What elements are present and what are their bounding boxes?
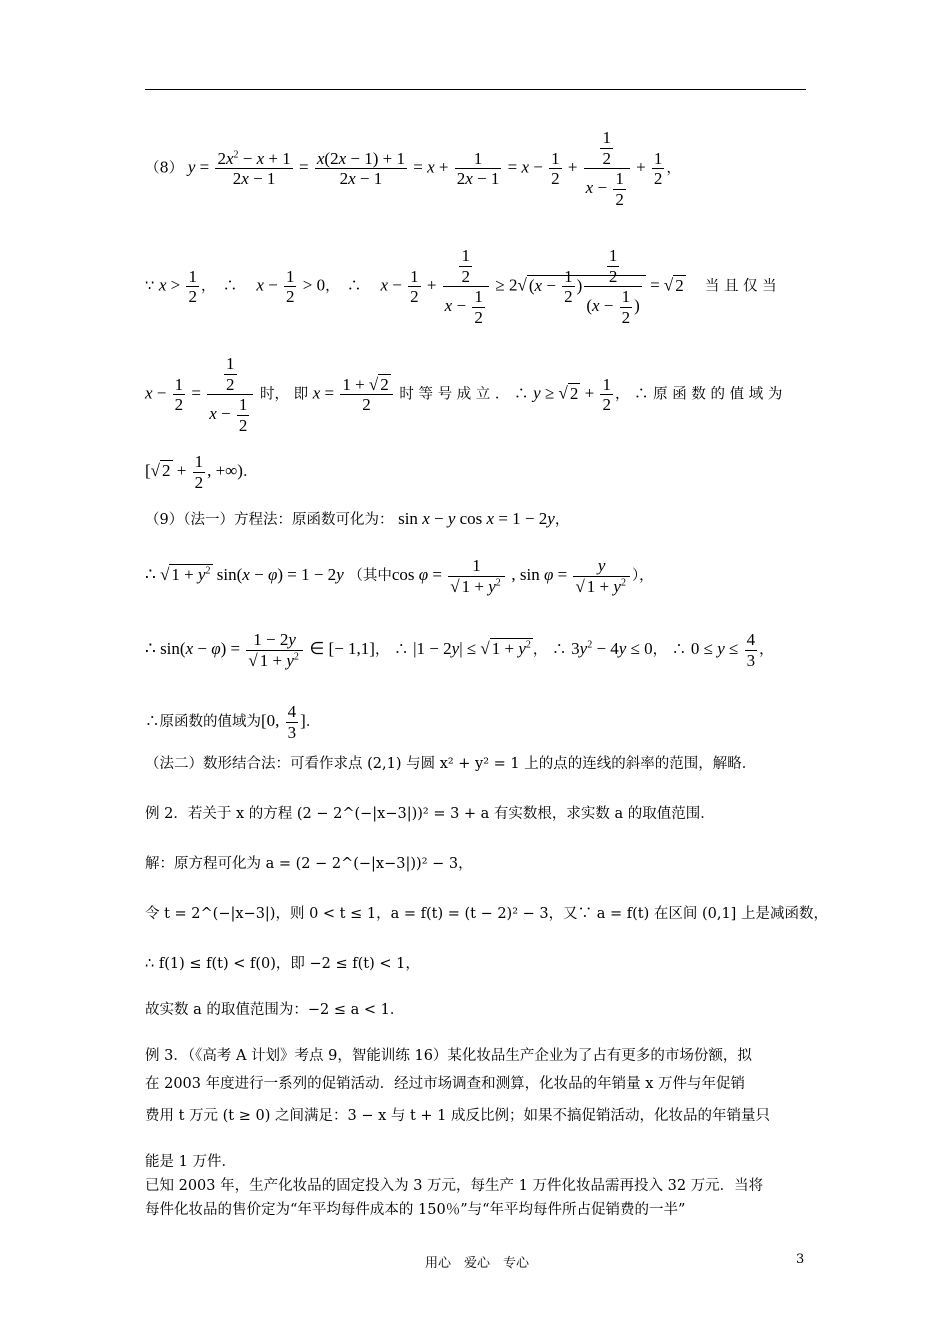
header-rule (145, 89, 806, 90)
example-2-c: ∴ f(1) ≤ f(t) < f(0)，即 −2 ≤ f(t) < 1， (145, 956, 420, 972)
line-8b: ∵ x > $\frac{1}{2}$ ， ∴ x − $\frac{1}{2}$ > 0， ∴ x − $\frac{1}{2}$ + $\frac{1}{2}$ x − $\frac{1}{2}$ ≥ 2√ (x − $\frac{1}{2}$ ) $\frac{1}{2}$ (x − $\frac{1}{2}$ ) = √ 2 当 且 仅 当 (145, 246, 777, 327)
line-8: （8） y = $\frac{2x^2 - x + 1}{2x - 1}$ = $\frac{x(2x - 1) + 1}{2x - 1}$ = x + $\frac{1}{2x - 1}$ = x − $\frac{1}{2}$ + $\frac{1}{2}$ x − $\frac{1}{2}$ + $\frac{1}{2}$ ， (145, 128, 681, 209)
example-2-d: 故实数 a 的取值范围为：−2 ≤ a < 1． (145, 1002, 405, 1018)
line-9c: ∴ sin(x − φ) = $\frac{1 - 2y}{√ 1 + y^2}$ ∈ [− 1,1]， ∴ |1 − 2y| ≤ √ $1 + y^2$ ， ∴ $3y^2 - 4y \le 0$， ∴ 0 ≤ y ≤ $\frac{4}{3}$ ， (145, 630, 774, 670)
example-3-d: 能是 1 万件． (145, 1154, 236, 1170)
line-8c: x − $\frac{1}{2}$ = $\frac{1}{2}$ x − $\frac{1}{2}$ 时， 即 x = $\frac{1 + √ 2}{2}$ 时 等 号 成 立 ． ∴ y ≥ √ 2 + $\frac{1}{2}$ ， ∴ 原 函 数 的 值 域 为 (145, 354, 783, 435)
example-3-e: 已知 2003 年，生产化妆品的固定投入为 3 万元，每生产 1 万件化妆品需再投入 32 万元．当将 (145, 1178, 764, 1194)
example-3-f: 每件化妆品的售价定为“年平均每件成本的 150％”与“年平均每件所占促销费的一半” (145, 1202, 686, 1218)
example-2-b: 令 t = 2^(−|x−3|)，则 0 < t ≤ 1，a = f(t) = (t − 2)² − 3，又∵ a = f(t) 在区间 (0,1] 上是减函数， (145, 906, 828, 922)
line-9e: （法二）数形结合法：可看作求点 (2,1) 与圆 x² + y² = 1 上的点的连线的斜率的范围，解略． (145, 756, 757, 772)
line-9d: ∴原函数的值域为[0, $\frac{4}{3}$ ]． (145, 702, 321, 742)
line-8d: [√ 2 + $\frac{1}{2}$ , +∞)． (145, 452, 258, 492)
example-3-b: 在 2003 年度进行一系列的促销活动．经过市场调查和测算，化妆品的年销量 x 万件与年促销 (145, 1076, 746, 1092)
example-2: 例 2．若关于 x 的方程 (2 − 2^(−|x−3|))² = 3 + a 有实数根，求实数 a 的取值范围． (145, 806, 715, 822)
example-3-c: 费用 t 万元 (t ≥ 0) 之间满足：3 − x 与 t + 1 成反比例；如果不搞促销活动，化妆品的年销量只 (145, 1108, 771, 1124)
line-9b: ∴ √ $1 + y^2$ sin(x − φ) = 1 − 2y （其中cos φ = $\frac{1}{√ 1 + y^2}$ , sin φ = $\frac{y}{√ 1 + y^2}$ ）， (145, 556, 654, 596)
page-number: 3 (796, 1252, 805, 1267)
example-3-a: 例 3．（《高考 A 计划》考点 9，智能训练 16）某化妆品生产企业为了占有更多的市场份额，拟 (145, 1048, 752, 1064)
example-2-a: 解：原方程可化为 a = (2 − 2^(−|x−3|))² − 3， (145, 856, 473, 872)
footer-slogan: 用心 爱心 专心 (425, 1256, 530, 1271)
line-9: （9）（法一）方程法：原函数可化为： sin x − y cos x = 1 − 2y， (145, 509, 570, 528)
